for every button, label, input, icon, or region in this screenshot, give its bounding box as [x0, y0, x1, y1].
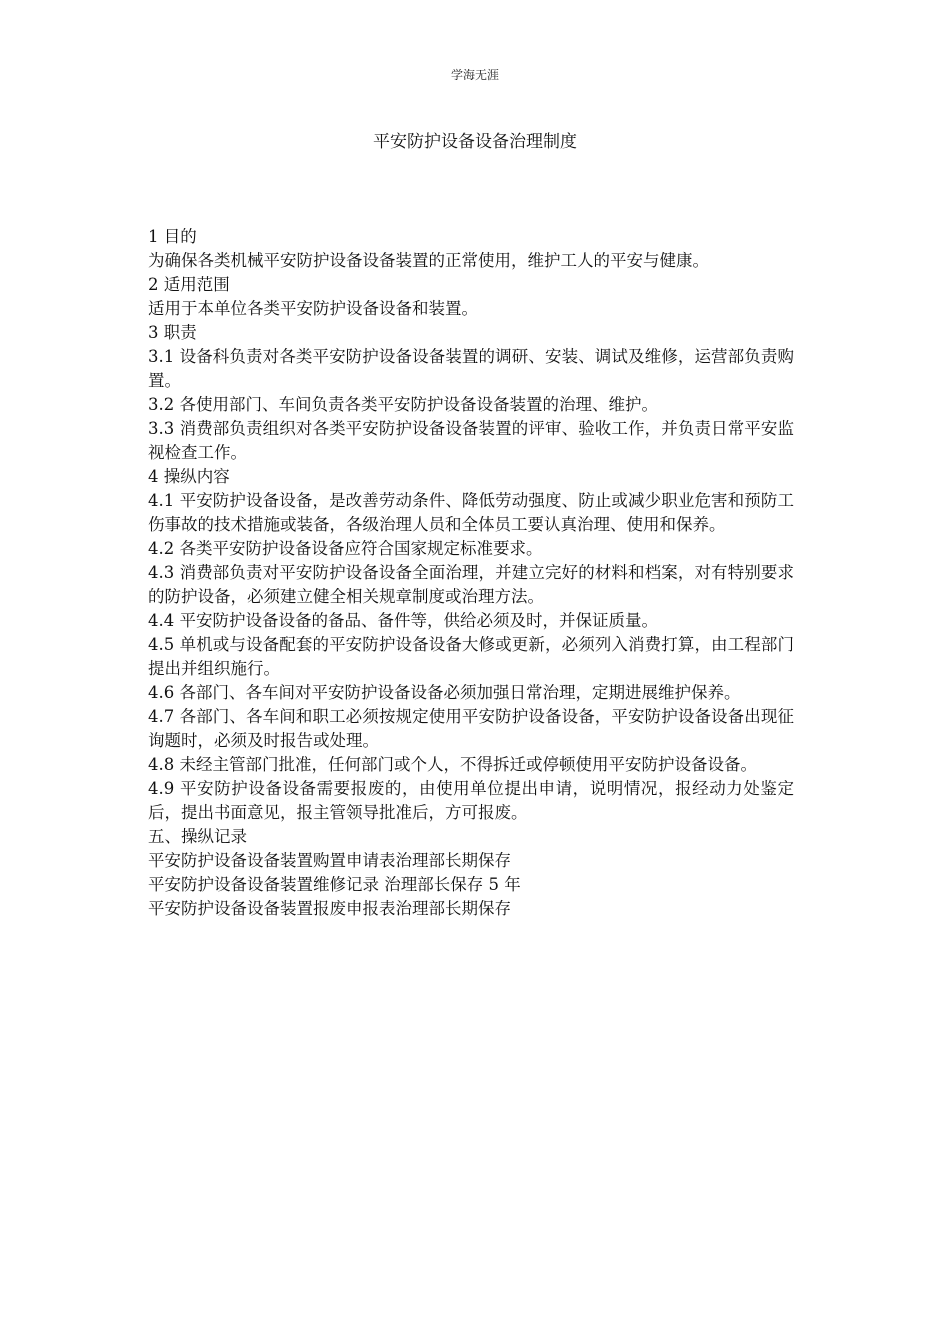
section-heading-scope: 2 适用范围 [148, 275, 230, 294]
record-line: 平安防护设备设备装置购置申请表治理部长期保存 [148, 851, 511, 870]
record-line: 平安防护设备设备装置维修记录 治理部长保存 5 年 [148, 875, 521, 894]
paragraph: 4.2 各类平安防护设备设备应符合国家规定标准要求。 [148, 539, 543, 558]
paragraph: 4.4 平安防护设备设备的备品、备件等，供给必须及时，并保证质量。 [148, 611, 658, 630]
paragraph: 4.1 平安防护设备设备，是改善劳动条件、降低劳动强度、防止或减少职业危害和预防工伤事故的技术措施或装备，各级治理人员和全体员工要认真治理、使用和保养。 [148, 491, 794, 534]
document-body [148, 225, 794, 921]
paragraph: 适用于本单位各类平安防护设备设备和装置。 [148, 299, 478, 318]
paragraph: 3.2 各使用部门、车间负责各类平安防护设备设备装置的治理、维护。 [148, 395, 658, 414]
section-heading-control-content: 4 操纵内容 [148, 467, 230, 486]
document-title: 平安防护设备设备治理制度 [373, 132, 577, 152]
paragraph: 3.3 消费部负责组织对各类平安防护设备设备装置的评审、验收工作，并负责日常平安监视检查工作。 [148, 419, 794, 462]
paragraph: 4.6 各部门、各车间对平安防护设备设备必须加强日常治理，定期进展维护保养。 [148, 683, 741, 702]
paragraph: 4.7 各部门、各车间和职工必须按规定使用平安防护设备设备，平安防护设备设备出现征询题时，必须及时报告或处理。 [148, 707, 794, 750]
paragraph: 4.9 平安防护设备设备需要报废的，由使用单位提出申请，说明情况，报经动力处鉴定后，提出书面意见，报主管领导批准后，方可报废。 [148, 779, 794, 822]
paragraph: 4.8 未经主管部门批准，任何部门或个人，不得拆迁或停顿使用平安防护设备设备。 [148, 755, 757, 774]
paragraph: 为确保各类机械平安防护设备设备装置的正常使用，维护工人的平安与健康。 [148, 251, 709, 270]
page-header: 学海无涯 [450, 68, 499, 82]
section-heading-responsibilities: 3 职责 [148, 323, 197, 342]
record-line: 平安防护设备设备装置报废申报表治理部长期保存 [148, 899, 511, 918]
paragraph: 4.3 消费部负责对平安防护设备设备全面治理，并建立完好的材料和档案，对有特别要求的防护设备，必须建立健全相关规章制度或治理方法。 [148, 563, 794, 606]
section-heading-records: 五、操纵记录 [148, 827, 247, 846]
paragraph: 3.1 设备科负责对各类平安防护设备设备装置的调研、安装、调试及维修，运营部负责购置。 [148, 347, 794, 390]
paragraph: 4.5 单机或与设备配套的平安防护设备设备大修或更新，必须列入消费打算，由工程部门提出并组织施行。 [148, 635, 794, 678]
section-heading-purpose: 1 目的 [148, 227, 197, 246]
